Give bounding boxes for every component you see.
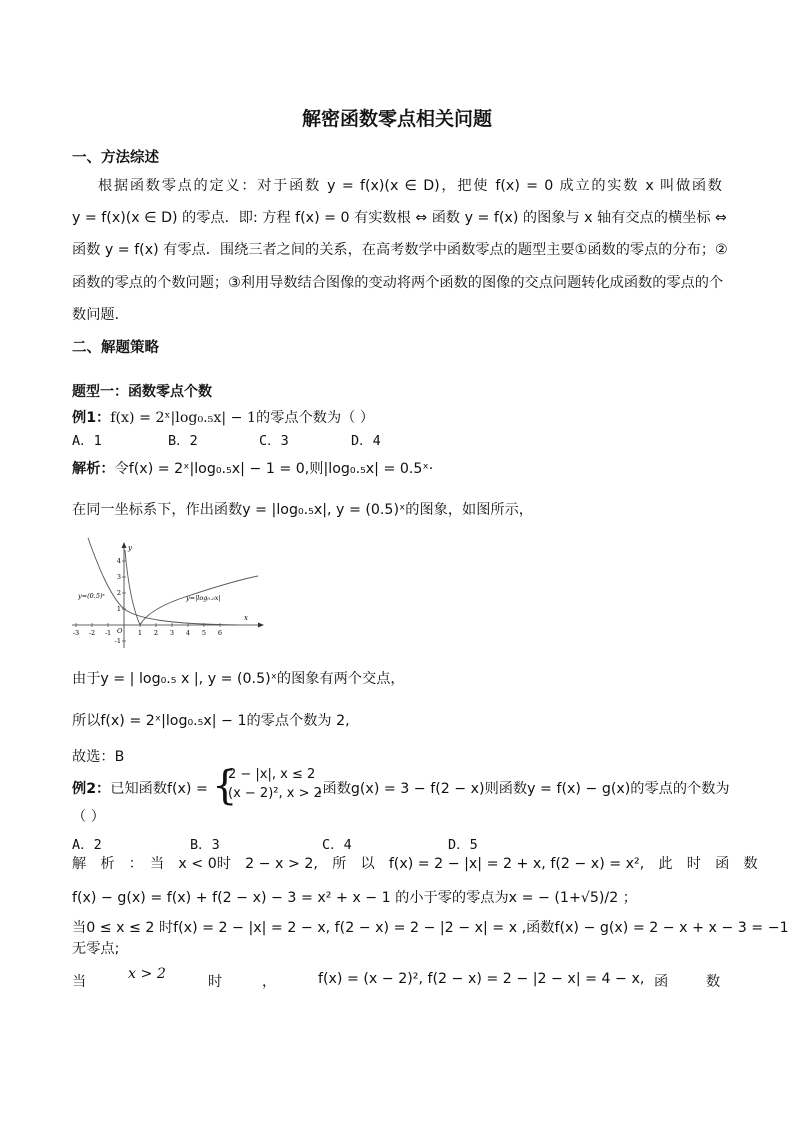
tick-label: -1 — [114, 637, 121, 645]
example-2-option-a: A．2 — [72, 837, 102, 853]
example-2-text: 已知函数f(x) = — [110, 781, 208, 797]
example-2-option-b: B．3 — [190, 837, 220, 853]
tick-label: 1 — [137, 629, 143, 637]
example-1-option-a: A．1 — [72, 433, 102, 449]
solution-line: 当0 ≤ x ≤ 2 时f(x) = 2 − |x| = 2 − x, f(2 − x) = 2 − |2 − x| = x ,函数f(x) − g(x) = 2 − x + x − 3 = −1 — [72, 920, 789, 936]
example-2-question — [72, 778, 208, 798]
y-axis-label: y — [128, 544, 132, 552]
paragraph-line: y = f(x)(x ∈ D) 的零点．即: 方程 f(x) = 0 有实数根 ⇔ 函数 y = f(x) 的图象与 x 轴有交点的横坐标 ⇔ — [72, 210, 727, 226]
example-1-option-c: C．3 — [259, 433, 289, 449]
solution-word: 数 — [706, 974, 721, 990]
tick-label: 2 — [116, 589, 121, 597]
paragraph-line: 根据函数零点的定义：对于函数 y = f(x)(x ∈ D)，把使 f(x) = 0 成立的实数 x 叫做函数 — [98, 178, 722, 194]
solution-word: 函 — [654, 974, 669, 990]
tick-label: 1 — [116, 605, 121, 613]
function-graph — [68, 536, 268, 654]
solution-line: 无零点; — [72, 941, 120, 957]
log-curve-label: y=|log₀.₅x| — [186, 594, 221, 602]
example-2-text: ,函数g(x) = 3 − f(2 − x)则函数y = f(x) − g(x)的零点的个数为 — [318, 781, 730, 797]
x-axis-arrow — [258, 623, 264, 628]
solution-answer: 故选：B — [72, 749, 125, 765]
page-title: 解密函数零点相关问题 — [301, 108, 492, 130]
section-heading-method: 一、方法综述 — [72, 150, 159, 166]
example-1-solution — [72, 458, 433, 478]
example-1-label: 例1： — [72, 410, 111, 426]
y-axis-arrow — [122, 542, 127, 548]
piecewise-case-1: 2 − |x|, x ≤ 2 — [228, 767, 316, 782]
section-heading-strategy: 二、解题策略 — [72, 340, 159, 356]
tick-label: 4 — [185, 629, 191, 637]
tick-label: 3 — [169, 629, 175, 637]
tick-label: -3 — [72, 629, 80, 637]
paragraph-line: 函数的零点的个数问题；③利用导数结合图像的变动将两个函数的图像的交点问题转化成函数的零点的个 — [72, 275, 724, 291]
solution-word: 当 — [72, 974, 87, 990]
solution-line: 所以f(x) = 2ˣ|log₀.₅x| − 1的零点个数为 2, — [72, 713, 350, 729]
tick-label: 4 — [116, 557, 121, 565]
exp-curve — [88, 538, 238, 625]
solution-math: x > 2 — [128, 966, 166, 982]
example-2-label: 例2： — [72, 781, 111, 797]
origin-label: O — [117, 627, 123, 635]
tick-label: -2 — [88, 629, 96, 637]
tick-label: 5 — [201, 629, 207, 637]
solution-line: 解 析 ： 当 x < 0时 2 − x > 2, 所 以 f(x) = 2 − |x| = 2 + x, f(2 − x) = x², 此 时 函 数 — [72, 856, 758, 872]
tick-label: 2 — [153, 629, 159, 637]
solution-word: ， — [262, 974, 277, 990]
example-1-option-b: B．2 — [168, 433, 198, 449]
example-2-option-c: C．4 — [322, 837, 352, 853]
solution-line: f(x) − g(x) = f(x) + f(2 − x) − 3 = x² + x − 1 的小于零的零点为x = − (1+√5)/2 ； — [72, 890, 637, 906]
paragraph-line: 数问题． — [72, 307, 129, 323]
solution-math: f(x) = (x − 2)², f(2 − x) = 2 − |2 − x| = 4 − x, — [318, 971, 645, 987]
piecewise-case-2: (x − 2)², x > 2 — [228, 786, 322, 801]
solution-line: 在同一坐标系下，作出函数y = |log₀.₅x|, y = (0.5)ˣ的图象，如图所示， — [72, 502, 533, 518]
example-1-question — [72, 407, 374, 427]
example-2-paren: （ ） — [72, 809, 105, 825]
example-1-option-d: D．4 — [351, 433, 381, 449]
type-heading: 题型一：函数零点个数 — [72, 384, 212, 400]
tick-label: 3 — [116, 573, 121, 581]
tick-label: -1 — [104, 629, 112, 637]
x-axis-label: x — [244, 614, 248, 622]
solution-line: 由于y = | log₀.₅ x |, y = (0.5)ˣ的图象有两个交点， — [72, 671, 405, 687]
log-curve — [125, 550, 258, 625]
solution-line: 令f(x) = 2ˣ|log₀.₅x| − 1 = 0,则|log₀.₅x| = 0.5ˣ· — [114, 461, 434, 477]
example-2-option-d: D．5 — [448, 837, 478, 853]
tick-label: 6 — [217, 629, 223, 637]
solution-label: 解析： — [72, 461, 115, 477]
exp-curve-label: y=(0.5)ˣ — [78, 592, 105, 600]
example-1-text: f(x) = 2ˣ|log₀.₅x| − 1的零点个数为（ ） — [110, 410, 375, 426]
paragraph-line: 函数 y = f(x) 有零点．围绕三者之间的关系，在高考数学中函数零点的题型主要①函数的零点的分布；② — [72, 242, 728, 258]
solution-word: 时 — [208, 974, 223, 990]
piecewise-brace: { — [212, 763, 238, 809]
